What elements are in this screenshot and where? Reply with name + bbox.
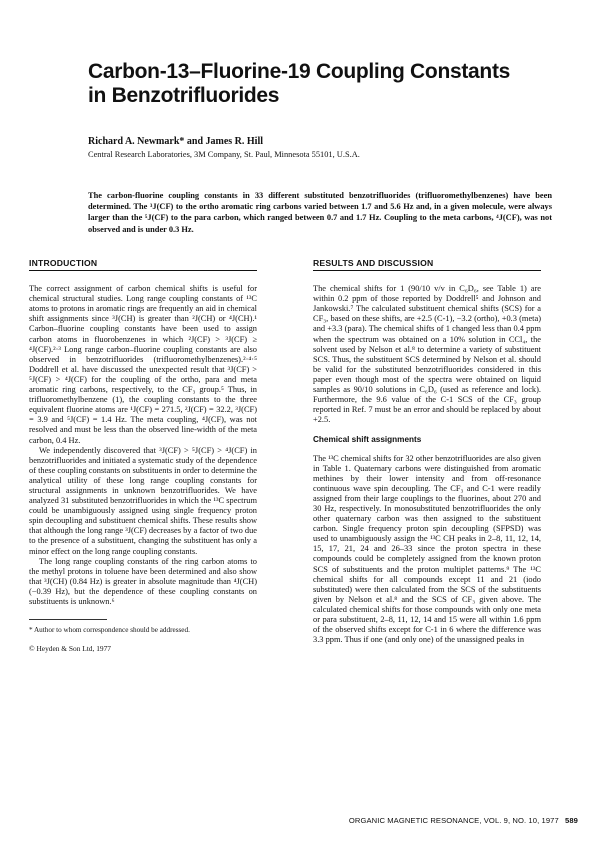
page-number: 589: [565, 816, 578, 825]
authors: Richard A. Newmark* and James R. Hill: [88, 136, 263, 147]
left-column: [29, 258, 257, 654]
article-title: Carbon-13–Fluorine-19 Coupling Constants in Benzotrifluorides: [88, 60, 511, 107]
footnote-rule: [29, 619, 107, 620]
results-paragraph-2: The ¹³C chemical shifts for 32 other benzotrifluorides are also given in Table 1. Quaternary carbons were distinguished from aromatic methines by their lower intensity and from off-resonance continuous wave spin decoupling. The CF₃ and C-1 were readily assigned from their large couplings to the fluorines, about 270 and 30 Hz, respectively. In monosubstituted benzotrifluorides the only other quaternary carbon was then assigned to the substituent carbon. Single frequency proton spin decoupling (SFPSD) was used to unambiguously assign the ¹³C CH peaks in 2–8, 11, 12, 14, 15, 17, 21, 24 and 26–33 since the proton spectra in these compounds could be completely assigned from the known proton SCS of substituents and the proton multiplet patterns.⁹ The ¹³C chemical shifts for all compounds except 11 and 21 (iodo substituted) were then calculated from the SCS of the substituents given by Nelson et al.⁸ and the SCS of CF₃ given above. The calculated chemical shifts for those compounds with only one meta or para substituent, 2–8, 11, 12, 14 and 15 were all within 1.6 ppm of the observed shifts except for C-1 in 6 where the difference was 3.3 ppm. Thus if one (and only one) of the unassigned peaks in: [313, 453, 541, 645]
journal-footer: [349, 816, 578, 825]
chemical-shift-subheading: Chemical shift assignments: [313, 435, 422, 445]
results-paragraph-1: The chemical shifts for 1 (90/10 v/v in C₆D₆, see Table 1) are within 0.2 ppm of those reported by Doddrell⁵ and Johnson and Jankowski.⁷ The calculated substituent chemical shifts (SCS) for a CF₃, based on these shifts, are +2.5 (C-1), −3.2 (ortho), +0.3 (meta) and +3.3 (para). The chemical shifts of 1 changed less than 0.4 ppm when the spectrum was obtained on a 10% solution in CCl₄, the solvent used by Nelson et al.⁸ to determine a variety of substituent SCS. Thus, the substituent SCS determined by Nelson et al. should be valid for the substituted benzotrifluorides considered in this paper even though most of the spectra were obtained on liquid samples as 90/10 solutions in C₆D₆ (used as reference and lock). Furthermore, the 9.6 value of the C-1 SCS of the CF₃ group reported in Ref. 7 must be an error and should be replaced by about +2.5.: [313, 284, 541, 425]
footnote: * Author to whom correspondence should be addressed.: [29, 626, 190, 635]
copyright: © Heyden & Son Ltd, 1977: [29, 644, 111, 654]
abstract: The carbon-fluorine coupling constants in 33 different substituted benzotrifluorides (trifluoromethylbenzenes) have been determined. The ³J(CF) to the ortho aromatic ring carbons varied between 1.7 and 5.6 Hz and, in a given molecule, were always larger than the ⁵J(CF) to the para carbon, which ranged between 0.7 and 1.7 Hz. Coupling to the meta carbons, ⁴J(CF), was not observed and is under 0.3 Hz.: [88, 191, 552, 234]
intro-paragraph-3: The long range coupling constants of the ring carbon atoms to the methyl protons in toluene have been determined and also show that ³J(CH) (0.84 Hz) is greater in absolute magnitude than ⁴J(CH) (−0.39 Hz), but the dependence of these coupling constants on substituents is unknown.⁶: [29, 556, 257, 606]
journal-name: ORGANIC MAGNETIC RESONANCE, VOL. 9, NO. 10, 1977: [348, 816, 559, 825]
right-column: [313, 258, 541, 645]
introduction-heading: INTRODUCTION: [29, 258, 257, 271]
intro-paragraph-2: We independently discovered that ³J(CF) > ⁵J(CF) > ⁴J(CF) in benzotrifluorides and initiated a systematic study of the dependence of these coupling constants on substituents in order to determine the analytical utility of these long range coupling constants for structural assignments in unknown benzotrifluorides. We have analyzed 31 substituted benzotrifluorides in which the ¹³C spectrum could be unambiguously assigned using single frequency proton spin decoupling and substituent chemical shifts. These results show that although the long range ³J(CF) decreases by a factor of two due to the presence of a substituent, changing the substituent has only a minor effect on the long range coupling constants.: [29, 445, 257, 556]
results-heading: RESULTS AND DISCUSSION: [313, 258, 541, 271]
affiliation: Central Research Laboratories, 3M Company, St. Paul, Minnesota 55101, U.S.A.: [88, 150, 360, 159]
intro-paragraph-1: The correct assignment of carbon chemical shifts is useful for chemical structural studies. Long range coupling constants of ¹³C atoms to protons in aromatic rings are frequently an aid in chemical shift assignments since ³J(CH) is greater than ²J(CH) or ⁴J(CH).¹ Carbon–fluorine coupling constants have been used to assign carbon atoms in fluorobenzenes in which ²J(CF) > ³J(CF) ≥ ⁴J(CF).²·³ Long range carbon–fluorine coupling constants are also observed in benzotrifluorides (trifluoromethylbenzenes).²·⁴·⁵ Doddrell et al. have discussed the unexpected result that ³J(CF) > ⁵J(CF) > ⁴J(CF) for the coupling of the ortho, para and meta aromatic ring carbons, respectively, to the CF₃ group.⁵ Thus, in trifluoromethylbenzene (1), the coupling constants to the three equivalent fluorine atoms are ¹J(CF) = 271.5, ²J(CF) = 32.2, ³J(CF) = 3.9 and ⁵J(CF) = 1.4 Hz. The meta coupling, ⁴J(CF), was not resolved and must be less than the observed line-width of the meta carbon, 0.4 Hz.: [29, 284, 257, 445]
